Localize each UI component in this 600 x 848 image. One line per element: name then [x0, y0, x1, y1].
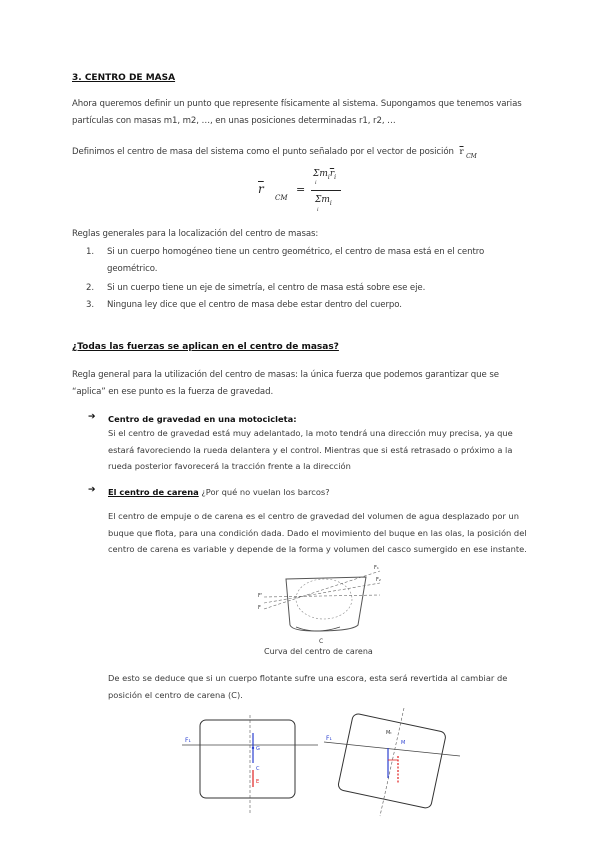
- fig2-label-c: C: [256, 766, 260, 772]
- fig1-label-c: C: [319, 638, 324, 645]
- rule-item: [86, 297, 536, 314]
- rule-number: 3.: [86, 300, 94, 310]
- formula-num-r-sub: i: [334, 174, 337, 181]
- hull-body: [337, 713, 446, 809]
- fig1-label-f1: F₁: [374, 565, 379, 571]
- rules-title: Reglas generales para la localización del centro de masas:: [72, 229, 319, 239]
- fig2-label-m: M: [401, 740, 406, 746]
- formula-lhs: $\overline{r}$: [258, 182, 264, 196]
- bullet-carena-title: El centro de carena: [108, 487, 199, 497]
- formula-den-sum: Σm: [315, 195, 330, 205]
- fig1-label-f: F: [258, 605, 261, 611]
- formula-equals: =: [296, 183, 306, 196]
- formula-num-sum: Σm: [313, 169, 328, 179]
- formula-num-index: i: [315, 180, 317, 186]
- rule-item: [86, 244, 536, 278]
- rule-text: Ninguna ley dice que el centro de masa debe estar dentro del cuerpo.: [107, 300, 402, 310]
- formula-num-r: $\overline{r}$: [329, 169, 335, 179]
- rule-text: Si un cuerpo tiene un eje de simetría, el centro de masa está sobre ese eje.: [107, 283, 426, 293]
- formula-lhs-sub: CM: [275, 194, 288, 202]
- general-rule-paragraph: Regla general para la utilización del centro de masas: la única fuerza que podemos garantizar que se “aplica” en ese punto es la fuerza de gravedad.: [72, 370, 499, 397]
- section-title: 3. CENTRO DE MASA: [72, 73, 176, 83]
- bullet-carena-text: El centro de empuje o de carena es el centro de gravedad del volumen de agua desplazado por un buque que flota, para una condición dada. Dado el movimiento del buque en las olas, la posición del centro de carena es variable y depende de la forma y volumen del casco sumergido en ese instante.: [108, 511, 527, 554]
- rule-number: 1.: [86, 247, 94, 257]
- definition-text: Definimos el centro de masa del sistema como el punto señalado por el vector de posición: [72, 147, 454, 157]
- bullet-carena-question: ¿Por qué no vuelan los barcos?: [201, 487, 330, 497]
- conclusion-paragraph: De esto se deduce que si un cuerpo flotante sufre una escora, esta será revertida al cambiar de posición el centro de carena (C).: [108, 673, 508, 700]
- bullet-carena-heading: [108, 484, 330, 501]
- formula-den-sub: i: [329, 200, 332, 207]
- formula-den-index: i: [317, 207, 319, 213]
- fig1-label-f-prime: F': [258, 593, 263, 599]
- arrow-bullet-icon: ➔: [88, 412, 96, 422]
- heeled-hull-figure: [322, 708, 462, 818]
- carena-curve-figure: [256, 565, 386, 645]
- fig2-label-flot: F₁: [185, 737, 191, 744]
- intro-paragraph: Ahora queremos definir un punto que represente físicamente al sistema. Supongamos que tenemos varias partículas con masas m1, m2, …, en unas posiciones determinadas r1, r2, …: [72, 99, 522, 126]
- fig2-label-mt: Mₜ: [386, 730, 392, 736]
- definition-symbol: $\overline{r}$: [459, 147, 464, 157]
- cm-formula: [258, 168, 378, 220]
- formula-numerator: [313, 169, 336, 179]
- hull-body: [200, 720, 295, 798]
- rule-text: Si un cuerpo homogéneo tiene un centro geométrico, el centro de masa está en el centro geométrico.: [107, 247, 485, 274]
- fig1-label-f2: F₂: [376, 577, 381, 583]
- fig2-label-flot-right: F₁: [326, 735, 332, 742]
- formula-denominator: [315, 195, 332, 205]
- heel-axis: [380, 708, 404, 816]
- formula-num-sub: i: [327, 174, 330, 181]
- fig2-label-e: E: [256, 779, 260, 785]
- rule-item: [86, 280, 536, 297]
- definition-line: [72, 144, 542, 161]
- bullet-motorcycle-text: Si el centro de gravedad está muy adelantado, la moto tendrá una dirección muy precisa, ya que estará favoreciendo la rueda delantera y el control. Mientras que si está retrasado o próximo a la rueda posterior favorecerá la tracción frente a la dirección: [108, 428, 513, 471]
- bullet-motorcycle-title: Centro de gravedad en una motocicleta:: [108, 414, 297, 424]
- hull-outline: [286, 577, 366, 631]
- figure1-caption: Curva del centro de carena: [264, 647, 373, 656]
- question-heading: ¿Todas las fuerzas se aplican en el centro de masas?: [72, 342, 339, 352]
- rule-number: 2.: [86, 283, 94, 293]
- buoyancy-curve: [296, 579, 352, 619]
- upright-hull-figure: [180, 715, 320, 815]
- definition-subscript: CM: [466, 153, 477, 160]
- arrow-bullet-icon: ➔: [88, 485, 96, 495]
- fig2-label-g: G: [256, 746, 260, 752]
- fraction-bar: [311, 190, 341, 191]
